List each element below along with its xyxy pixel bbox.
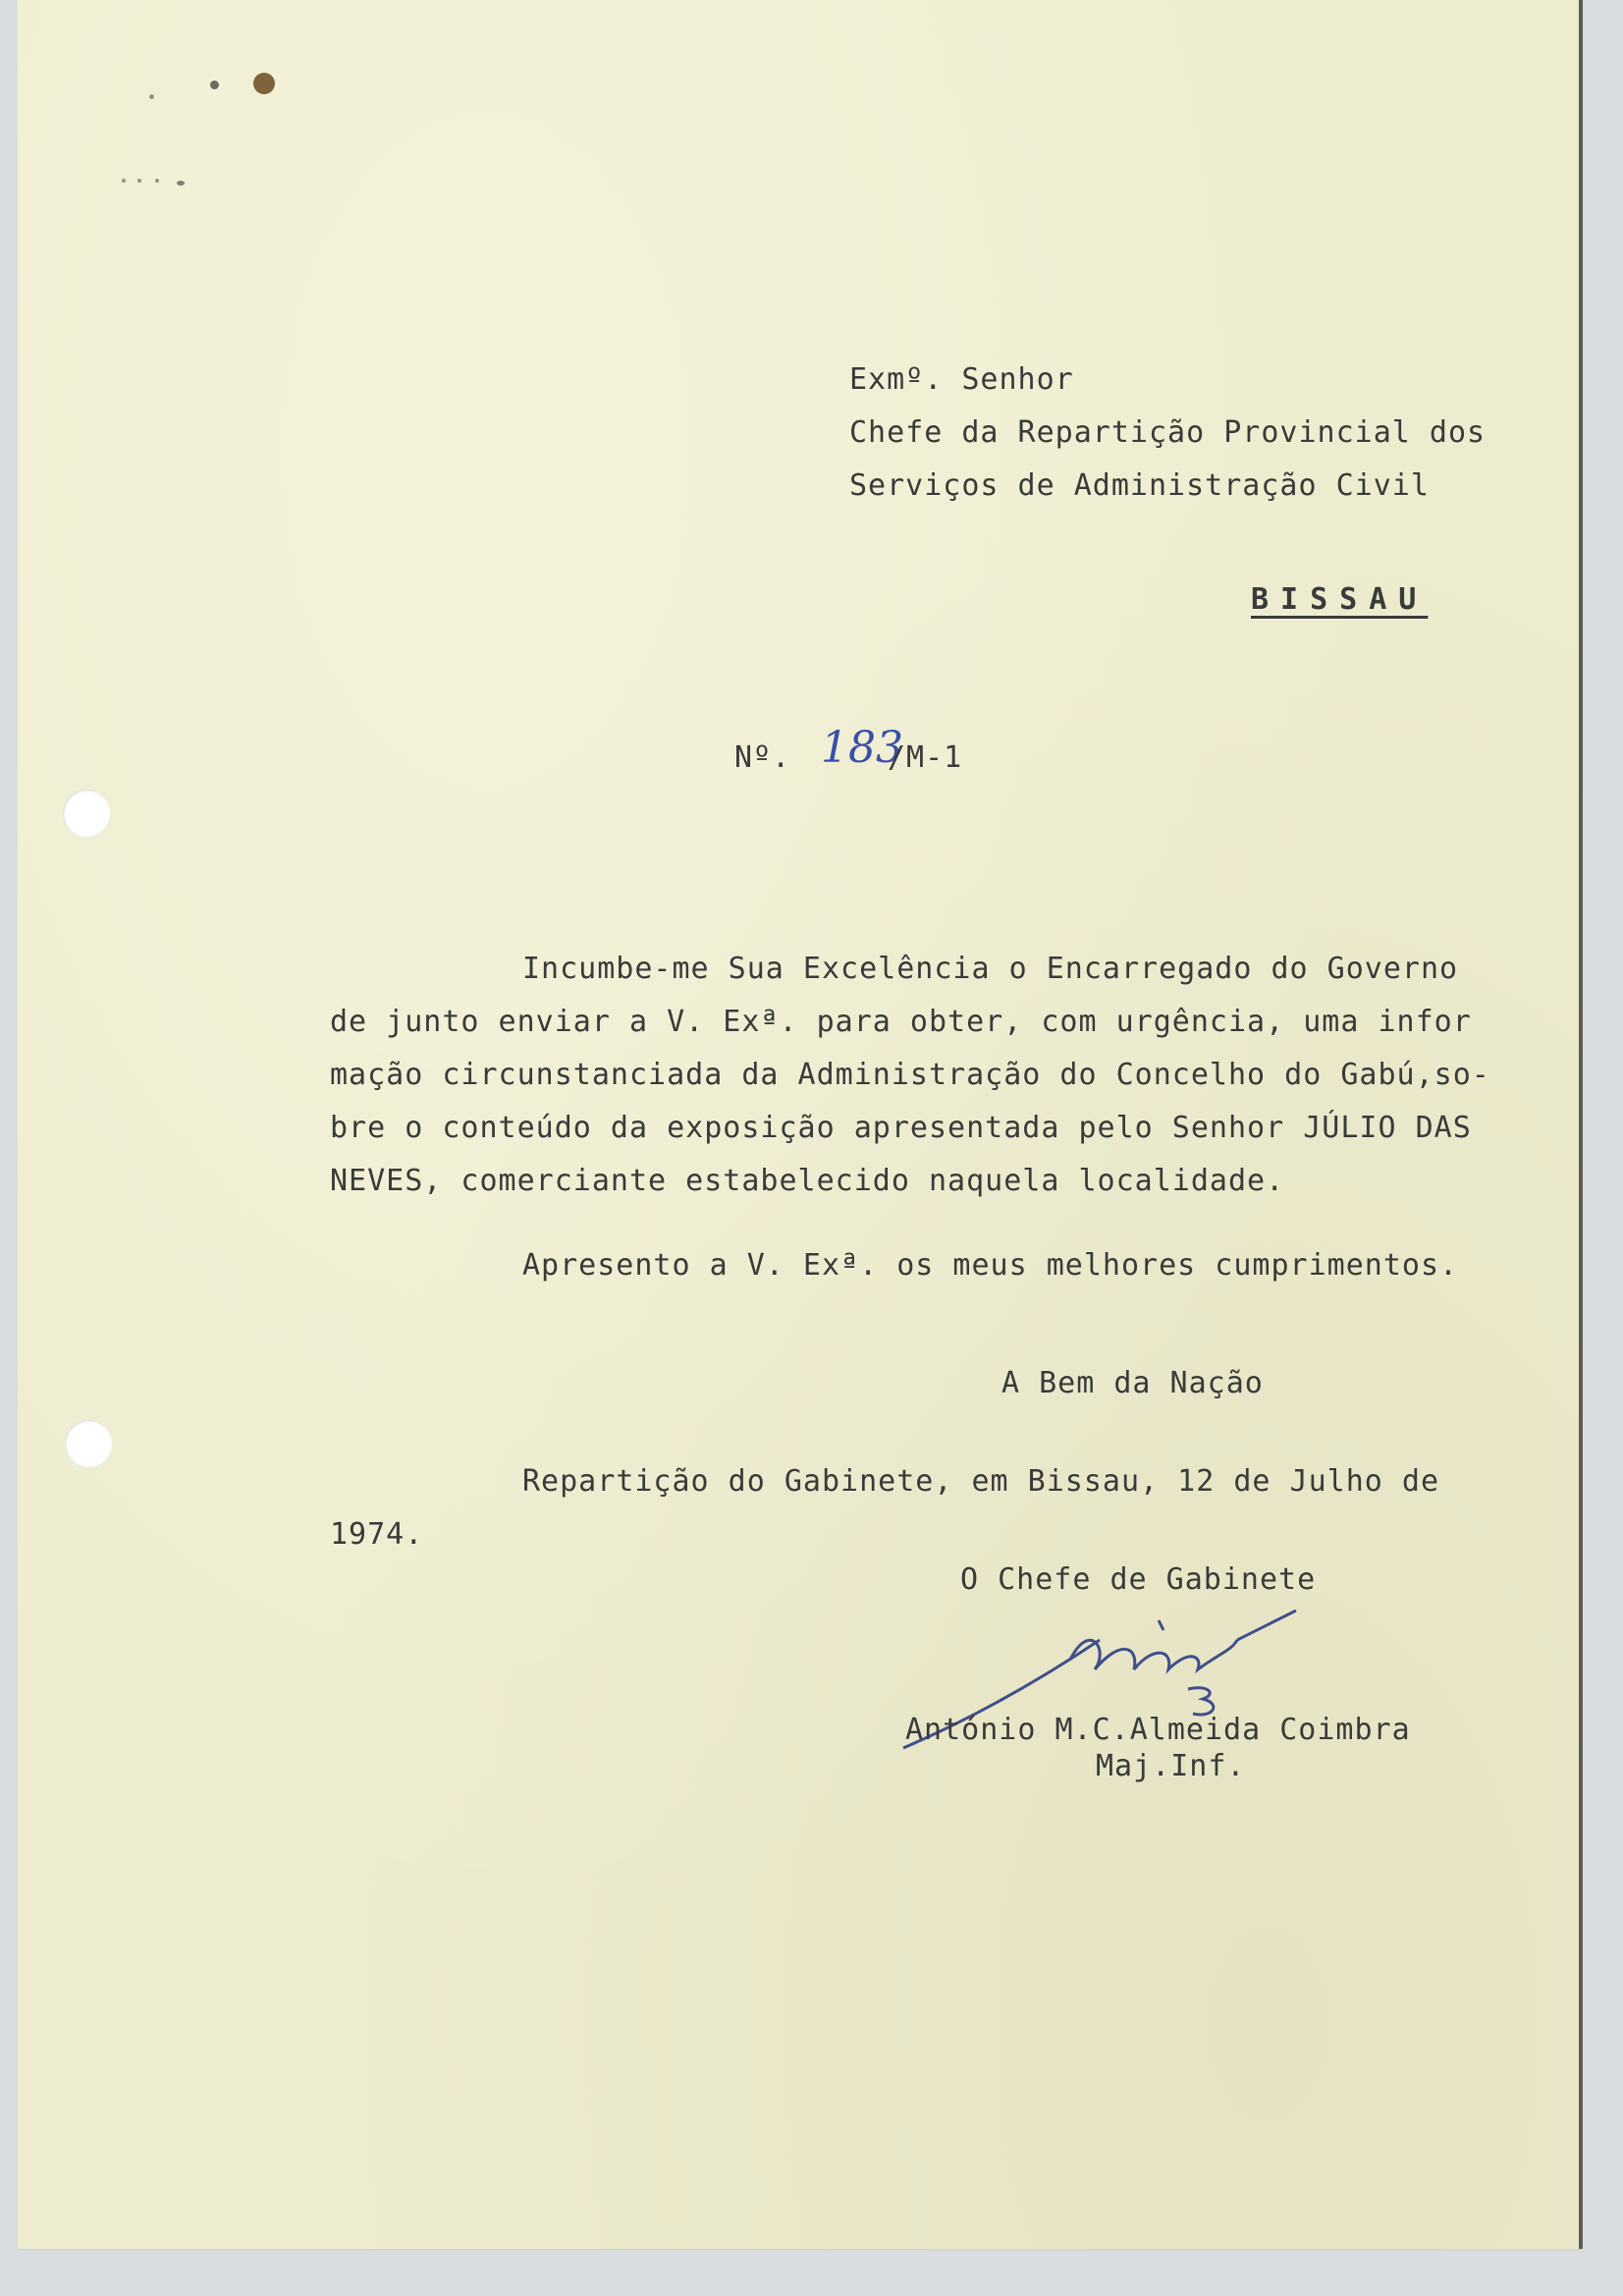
ink-dot xyxy=(149,94,154,99)
body-line: NEVES, comerciante estabelecido naquela localidade. xyxy=(330,1164,1285,1198)
recipient-title-line: Chefe da Repartição Provincial dos xyxy=(849,415,1487,450)
recipient-office-line: Serviços de Administração Civil xyxy=(849,468,1430,503)
greeting-line: Apresento a V. Exª. os meus melhores cumprimentos. xyxy=(522,1248,1459,1283)
ink-stain xyxy=(253,73,275,94)
signer-rank: Maj.Inf. xyxy=(1096,1749,1246,1783)
place-date-line: Repartição do Gabinete, em Bissau, 12 de Julho de xyxy=(522,1464,1440,1499)
recipient-city: BISSAU xyxy=(1251,582,1429,617)
body-line: Incumbe-me Sua Excelência o Encarregado do Governo xyxy=(522,952,1459,986)
signer-name: António M.C.Almeida Coimbra xyxy=(905,1713,1411,1747)
ink-dot xyxy=(177,181,185,186)
ink-dot xyxy=(122,179,126,183)
closing-motto: A Bem da Nação xyxy=(1001,1366,1264,1400)
reference-handwritten-number: 183 xyxy=(821,723,903,773)
place-date-year: 1974. xyxy=(330,1517,424,1552)
ink-dot xyxy=(210,81,219,89)
body-line: mação circunstanciada da Administração do Concelho do Gabú,so- xyxy=(330,1058,1490,1092)
reference-suffix: /M-1 xyxy=(888,740,963,775)
body-line: de junto enviar a V. Exª. para obter, com urgência, uma infor xyxy=(330,1005,1472,1039)
punch-hole-bottom xyxy=(65,1420,112,1467)
recipient-salutation: Exmº. Senhor xyxy=(849,362,1074,397)
body-line: bre o conteúdo da exposição apresentada pelo Senhor JÚLIO DAS xyxy=(330,1111,1472,1145)
ink-dot xyxy=(155,179,159,183)
reference-prefix: Nº. xyxy=(734,740,791,775)
punch-hole-top xyxy=(63,790,110,837)
signer-title: O Chefe de Gabinete xyxy=(960,1562,1317,1597)
ink-dot xyxy=(137,179,141,183)
scan-edge xyxy=(1579,0,1583,2249)
